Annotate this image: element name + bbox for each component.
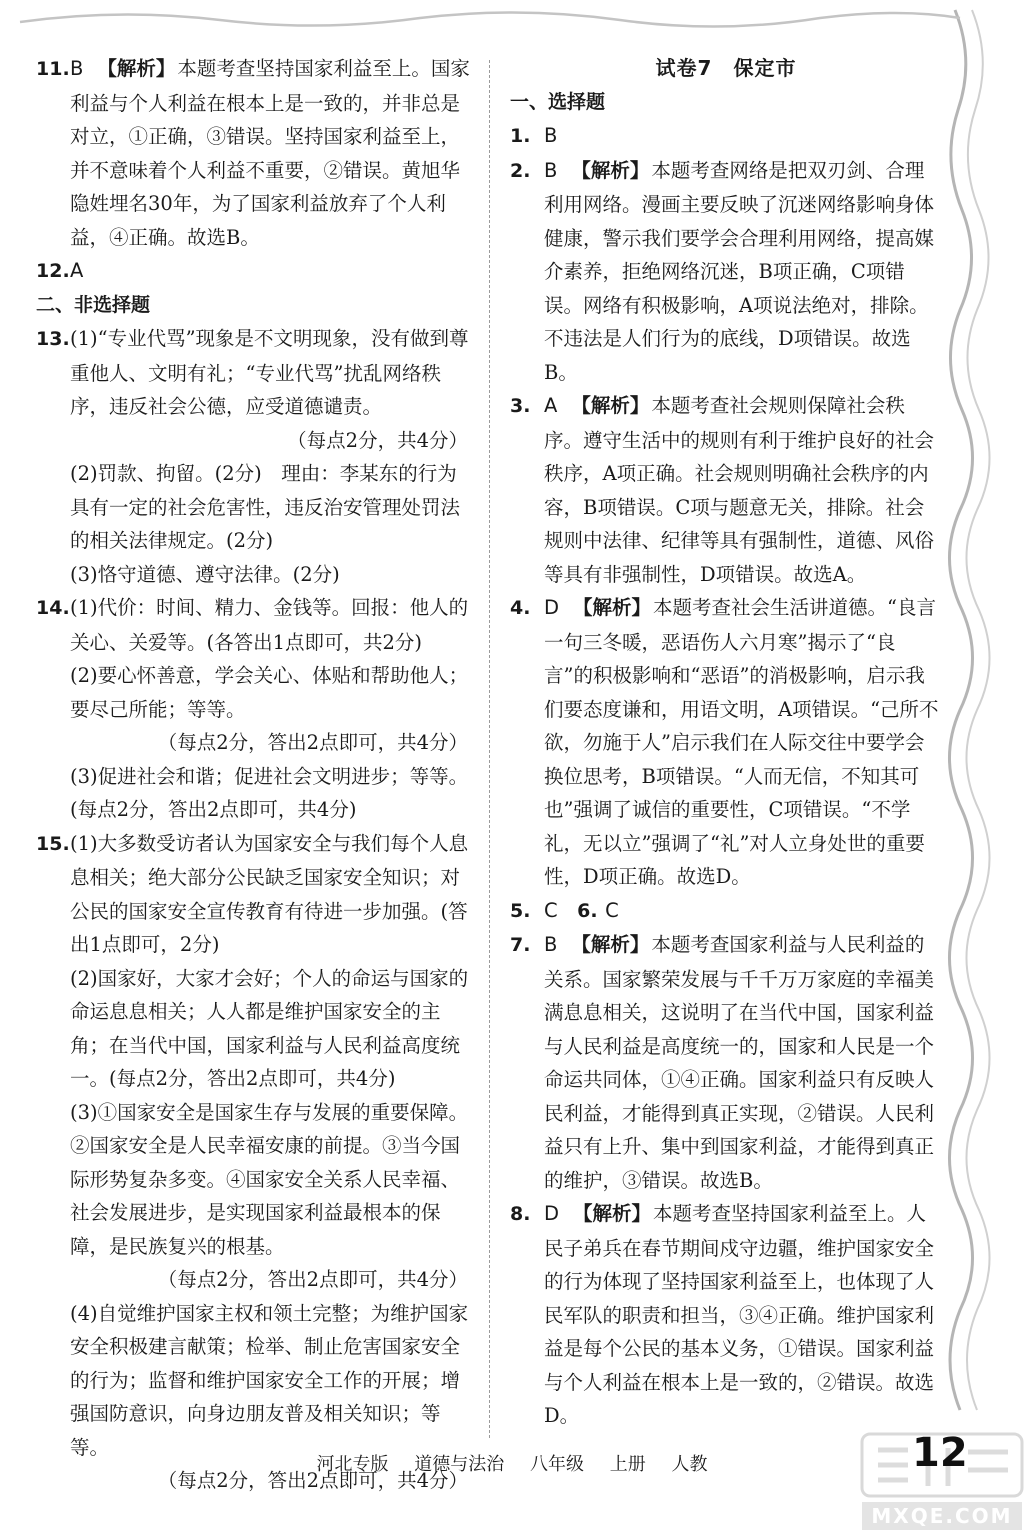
question-number: 4. [510, 597, 531, 619]
analysis-tag: 【解析】 [573, 1202, 652, 1225]
answer-2 [510, 154, 942, 390]
answer-14-part-1 [36, 591, 472, 659]
answer-12 [36, 254, 472, 289]
answer-13-part-2: (2)罚款、拘留。(2分) 理由：李某东的行为具有一定的社会危害性，违反治安管理处罚法的相关法律规定。(2分) [70, 462, 461, 552]
question-number: 11. [36, 58, 70, 80]
score-note: （每点2分，答出2点即可，共4分） [157, 1469, 468, 1492]
answer-15-part-1 [36, 827, 472, 962]
question-number: 7. [510, 934, 531, 956]
right-column [510, 52, 942, 1433]
answer-choice: C [544, 898, 558, 922]
analysis-tag: 【解析】 [571, 158, 650, 182]
answer-15-part-4: (4)自觉维护国家主权和领土完整；为维护国家安全积极建言献策；检举、制止危害国家安全的行为；监督和维护国家安全工作的开展；增强国防意识，向身边朋友普及相关知识；等等。 [70, 1301, 469, 1459]
answer-choice: A [70, 259, 84, 282]
analysis-tag: 【解析】 [571, 394, 650, 417]
footer-subject: 道德与法治 [414, 1454, 505, 1475]
answer-8 [510, 1197, 942, 1433]
answer-text: (1)大多数受访者认为国家安全与我们每个人息息相关；绝大部分公民缺乏国家安全知识；对公民的国家安全宣传教育有待进一步加强。(答出1点即可，2分) [70, 831, 469, 956]
answer-13-part-3: (3)恪守道德、遵守法律。(2分) [70, 562, 340, 586]
answer-1 [510, 119, 942, 154]
footer-edition: 河北专版 [316, 1454, 389, 1475]
answer-choice: B [70, 57, 84, 80]
question-number: 13. [36, 328, 70, 350]
answer-14-part-2: (2)要心怀善意，学会关心、体贴和帮助他人；要尽己所能；等等。 [70, 664, 469, 721]
answer-choice: D [544, 1202, 560, 1225]
answer-choice: C [605, 898, 619, 922]
analysis-tag: 【解析】 [571, 933, 650, 956]
section-heading: 二、非选择题 [36, 293, 151, 316]
analysis-text: 本题考查社会生活讲道德。“良言一句三冬暖，恶语伤人六月寒”揭示了“良言”的积极影响和“恶语”的消极影响，启示我们要态度谦和，用语文明，A项错误。“己所不欲，勿施于人”启示我们在人际交往中要学会换位思考，B项错误。“人而无信，不知其可也”强调了诚信的重要性，C项错误。“不学礼，无以立”强调了“礼”对人立身处世的重要性，D项正确。故选D。 [544, 596, 939, 888]
column-divider [489, 60, 490, 1438]
answer-15-part-3: (3)①国家安全是国家生存与发展的重要保障。②国家安全是人民幸福安康的前提。③当今国际形势复杂多变。④国家安全关系人民幸福、社会发展进步，是实现国家利益最根本的保障，是民族复兴的根基。 [70, 1100, 469, 1258]
answer-choice: B [544, 124, 558, 147]
score-note: （每点2分，答出2点即可，共4分） [157, 731, 468, 754]
footer-term: 上册 [609, 1454, 646, 1475]
answer-4 [510, 591, 942, 894]
question-number: 2. [510, 159, 531, 182]
answer-text: (1)“专业代骂”现象是不文明现象，没有做到尊重他人、文明有礼；“专业代骂”扰乱网络秩序，违反社会公德，应受道德谴责。 [70, 327, 469, 418]
answer-14-part-3: (3)促进社会和谐；促进社会文明进步；等等。(每点2分，答出2点即可，共4分) [70, 764, 469, 821]
answer-choice: B [544, 158, 558, 182]
footer-grade: 八年级 [530, 1454, 584, 1475]
footer-publisher: 人教 [671, 1454, 708, 1475]
question-number: 14. [36, 597, 70, 619]
svg-text:MXQE.COM: MXQE.COM [871, 1504, 1013, 1528]
analysis-tag: 【解析】 [573, 596, 652, 619]
answer-7 [510, 928, 942, 1197]
analysis-text: 本题考查国家利益与人民利益的关系。国家繁荣发展与千千万万家庭的幸福美满息息相关，这说明了在当代中国，国家利益与人民利益是高度统一的，国家和人民是一个命运共同体，①④正确。国家利益只有反映人民利益，才能得到真正实现，②错误。人民利益只有上升、集中到国家利益，才能得到真正的维护，③错误。故选B。 [544, 933, 935, 1192]
answer-11 [36, 52, 472, 254]
answer-3 [510, 389, 942, 591]
section-heading: 一、选择题 [510, 90, 606, 113]
answer-13-part-1 [36, 322, 472, 424]
analysis-text: 本题考查网络是把双刃剑、合理利用网络。漫画主要反映了沉迷网络影响身体健康，警示我们要学会合理利用网络，提高媒介素养，拒绝网络沉迷，B项正确，C项错误。网络有积极影响，A项说法绝对，排除。不违法是人们行为的底线，D项错误。故选B。 [544, 158, 935, 384]
paper-title: 试卷7 保定市 [655, 56, 797, 80]
question-number: 1. [510, 125, 531, 147]
page-number: 12 [912, 1430, 968, 1476]
question-number: 15. [36, 832, 70, 855]
analysis-tag: 【解析】 [97, 57, 176, 80]
question-number: 6. [577, 899, 598, 922]
analysis-text: 本题考查坚持国家利益至上。国家利益与个人利益在根本上是一致的，并非总是对立，①正确，③错误。坚持国家利益至上，并不意味着个人利益不重要，②错误。黄旭华隐姓埋名30年，为了国家利益放弃了个人利益，④正确。故选B。 [70, 57, 470, 249]
answer-choice: D [544, 596, 560, 619]
analysis-text: 本题考查坚持国家利益至上。人民子弟兵在春节期间戍守边疆，维护国家安全的行为体现了坚持国家利益至上，也体现了人民军队的职责和担当，③④正确。维护国家利益是每个公民的基本义务，①错误。国家利益与个人利益在根本上是一致的，②错误。故选D。 [544, 1202, 935, 1427]
score-note: （每点2分，答出2点即可，共4分） [157, 1268, 468, 1291]
question-number: 3. [510, 395, 531, 417]
score-note: （每点2分，共4分） [287, 428, 468, 452]
question-number: 12. [36, 260, 70, 282]
left-column [36, 52, 472, 1498]
question-number: 5. [510, 899, 531, 922]
answer-5-6 [510, 894, 942, 929]
question-number: 8. [510, 1203, 531, 1225]
answer-15-part-2: (2)国家好，大家才会好；个人的命运与国家的命运息息相关；人人都是维护国家安全的主角；在当代中国，国家利益与人民利益高度统一。(每点2分，答出2点即可，共4分) [70, 966, 469, 1090]
answer-text: (1)代价：时间、精力、金钱等。回报：他人的关心、关爱等。(各答出1点即可，共2分) [70, 596, 469, 654]
answer-choice: A [544, 394, 558, 417]
answer-choice: B [544, 933, 558, 956]
analysis-text: 本题考查社会规则保障社会秩序。遵守生活中的规则有利于维护良好的社会秩序，A项正确。社会规则明确社会秩序的内容，B项错误。C项与题意无关，排除。社会规则中法律、纪律等具有强制性，道德、风俗等具有非强制性，D项错误。故选A。 [544, 394, 935, 586]
